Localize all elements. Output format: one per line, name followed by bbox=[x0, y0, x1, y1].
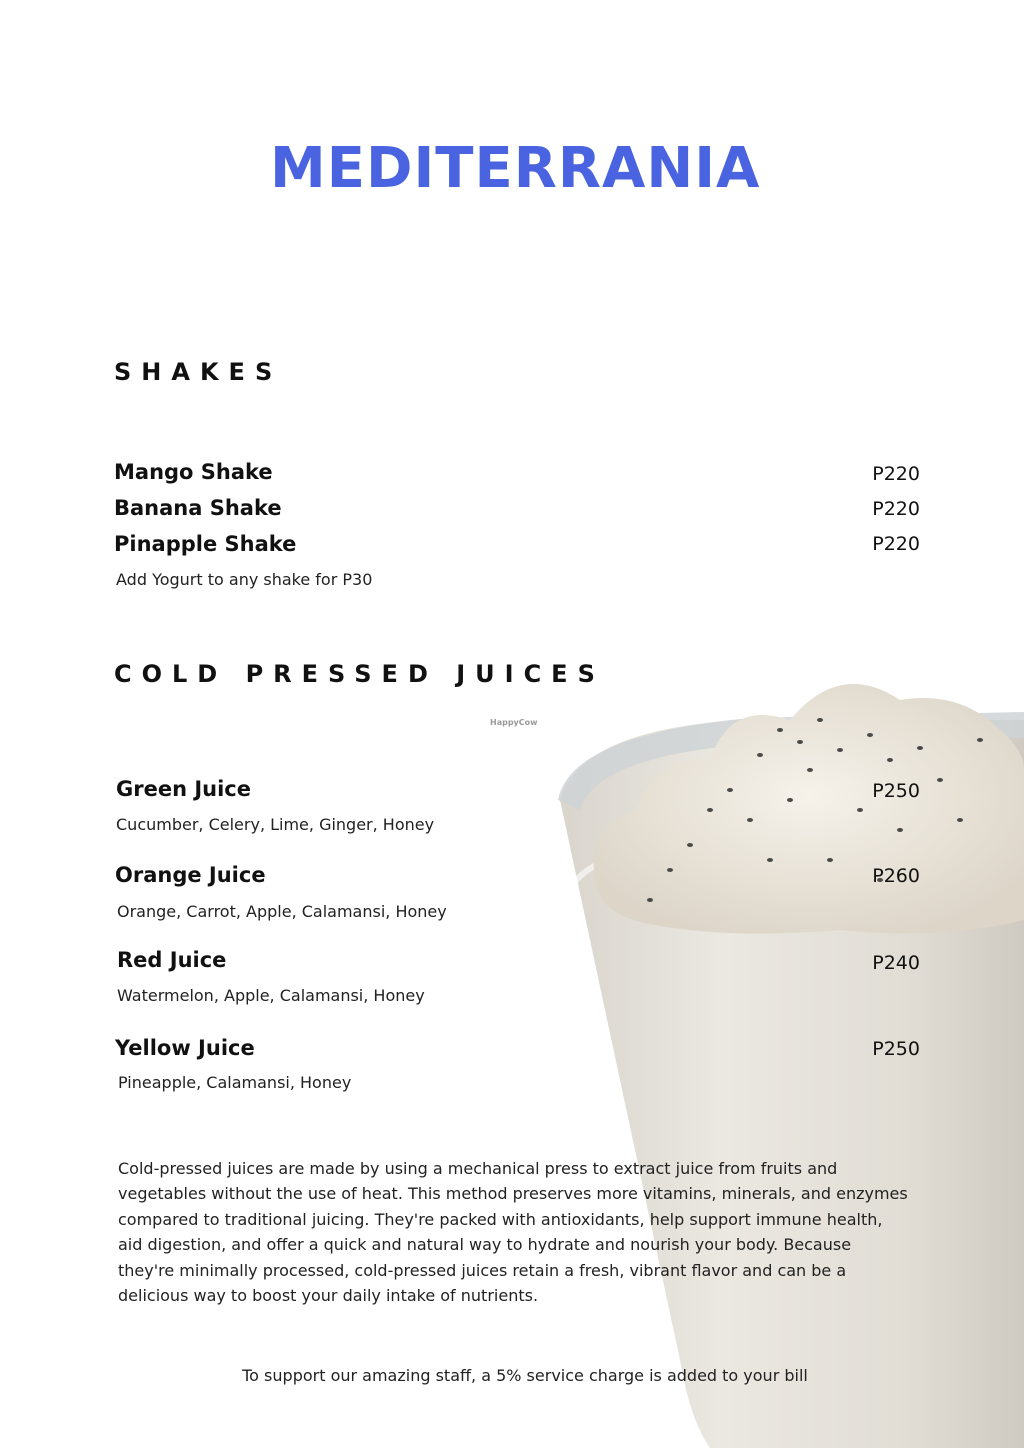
menu-item-name: Banana Shake bbox=[114, 496, 282, 520]
menu-item-price: P250 bbox=[872, 1038, 920, 1060]
menu-item-ingredients: Pineapple, Calamansi, Honey bbox=[118, 1073, 352, 1092]
menu-item-price: P220 bbox=[872, 533, 920, 555]
menu-item-price: P220 bbox=[872, 463, 920, 485]
section-title-shakes: SHAKES bbox=[114, 358, 283, 386]
menu-item-name: Pinapple Shake bbox=[114, 532, 297, 556]
menu-item-name: Mango Shake bbox=[114, 460, 273, 484]
cold-pressed-info-paragraph: Cold-pressed juices are made by using a mechanical press to extract juice from fruits and vegetables without the use of heat. This method preserves more vitamins, minerals, and enzymes compared to traditional juicing. They're packed with antioxidants, help support immune health, aid digestion, and offer a quick and natural way to hydrate and nourish your body. Because they're minimally processed, cold-pressed juices retain a fresh, vibrant flavor and can be a delicious way to boost your daily intake of nutrients. bbox=[118, 1159, 908, 1306]
menu-item-name: Red Juice bbox=[117, 948, 227, 972]
menu-item-price: P220 bbox=[872, 498, 920, 520]
smoothie-glass-image bbox=[540, 660, 1024, 1448]
menu-item-price: P250 bbox=[872, 780, 920, 802]
section-title-juices: COLD PRESSED JUICES bbox=[114, 660, 605, 688]
menu-item-ingredients: Cucumber, Celery, Lime, Ginger, Honey bbox=[116, 815, 435, 834]
menu-item-ingredients: Watermelon, Apple, Calamansi, Honey bbox=[117, 986, 425, 1005]
menu-item-name: Green Juice bbox=[116, 777, 251, 801]
menu-item-price: P260 bbox=[872, 865, 920, 887]
shakes-yogurt-note: Add Yogurt to any shake for P30 bbox=[116, 570, 373, 589]
menu-item-name: Yellow Juice bbox=[115, 1036, 255, 1060]
restaurant-logo-title: MEDITERRANIA bbox=[270, 136, 761, 201]
service-charge-note: To support our amazing staff, a 5% service charge is added to your bill bbox=[242, 1366, 808, 1385]
menu-item-name: Orange Juice bbox=[115, 863, 266, 887]
menu-item-ingredients: Orange, Carrot, Apple, Calamansi, Honey bbox=[117, 902, 447, 921]
menu-item-price: P240 bbox=[872, 952, 920, 974]
happycow-watermark: HappyCow bbox=[490, 718, 538, 727]
